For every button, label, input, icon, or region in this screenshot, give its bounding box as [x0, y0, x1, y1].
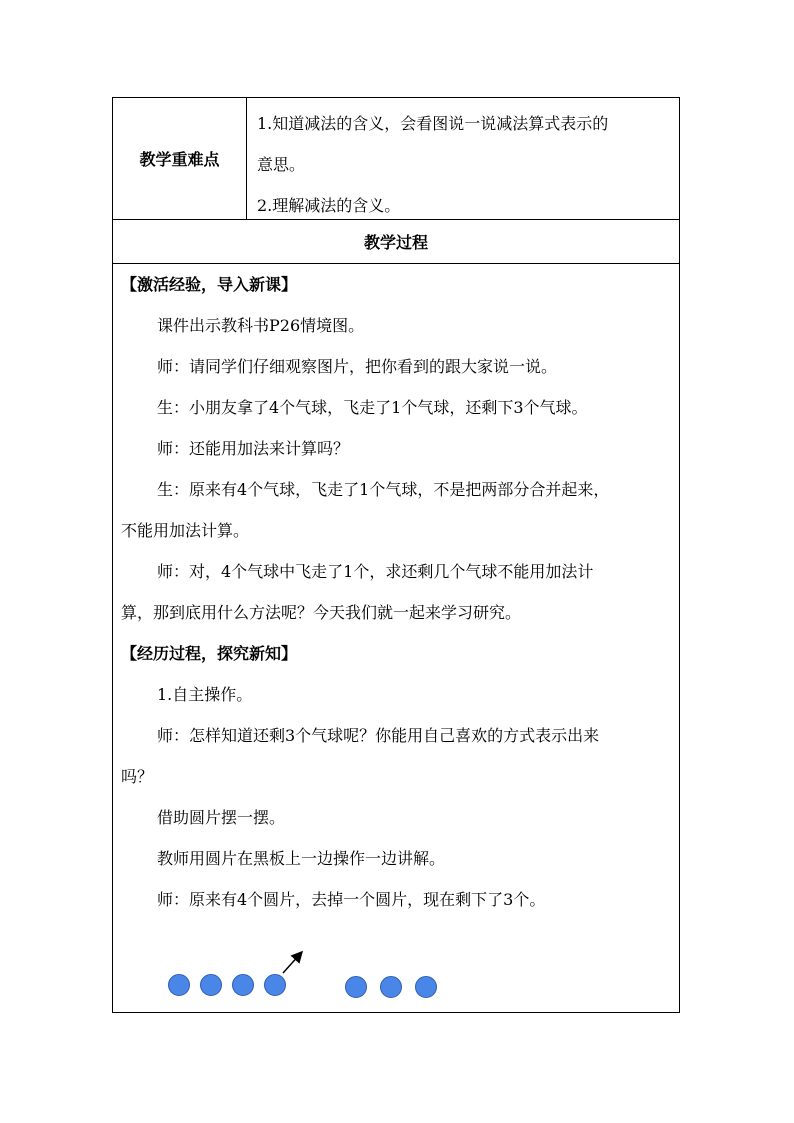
original-circle-3 [233, 975, 254, 996]
arrow-icon [283, 953, 301, 973]
section2-p4: 教师用圆片在黑板上一边操作一边讲解。 [157, 849, 446, 868]
process-header: 教学过程 [113, 220, 679, 264]
key-point-1-line1: 1.知道减法的含义，会看图说一说减法算式表示的 [257, 114, 609, 133]
section1-p6-line1: 师：对，4个气球中飞走了1个，求还剩几个气球不能用加法计 [157, 562, 594, 581]
key-point-1-line2: 意思。 [257, 155, 306, 174]
section2-p2-line2: 吗？ [121, 767, 154, 786]
key-points-row [113, 98, 679, 220]
section2-title: 【经历过程，探究新知】 [121, 644, 298, 663]
section1-p3: 生：小朋友拿了4个气球，飞走了1个气球，还剩下3个气球。 [157, 398, 588, 417]
section2-p2-line1: 师：怎样知道还剩3个气球呢？你能用自己喜欢的方式表示出来 [157, 726, 600, 745]
circles-group [169, 975, 437, 998]
section1-p5-line1: 生：原来有4个气球，飞走了1个气球，不是把两部分合并起来， [157, 480, 610, 499]
lesson-table [112, 97, 680, 1013]
section2-p5: 师：原来有4个圆片，去掉一个圆片，现在剩下了3个。 [157, 890, 546, 909]
section1-p2: 师：请同学们仔细观察图片，把你看到的跟大家说一说。 [157, 357, 558, 376]
section2-p3: 借助圆片摆一摆。 [157, 808, 286, 827]
key-point-2: 2.理解减法的含义。 [257, 196, 401, 215]
remaining-circle-3 [416, 977, 437, 998]
remaining-circle-2 [381, 977, 402, 998]
section1-title: 【激活经验，导入新课】 [121, 275, 298, 294]
circle-diagram [113, 938, 681, 1008]
key-points-label: 教学重难点 [113, 98, 247, 219]
section1-p5-line2: 不能用加法计算。 [121, 521, 250, 540]
key-points-content [247, 98, 679, 219]
section1-p1: 课件出示教科书P26情境图。 [157, 316, 365, 335]
section1-p6-line2: 算，那到底用什么方法呢？今天我们就一起来学习研究。 [121, 603, 522, 622]
section2-p1: 1.自主操作。 [157, 685, 253, 704]
process-body [113, 264, 679, 920]
original-circle-4 [265, 975, 286, 996]
section1-p4: 师：还能用加法来计算吗？ [157, 439, 350, 458]
remaining-circle-1 [346, 977, 367, 998]
original-circle-2 [201, 975, 222, 996]
original-circle-1 [169, 975, 190, 996]
